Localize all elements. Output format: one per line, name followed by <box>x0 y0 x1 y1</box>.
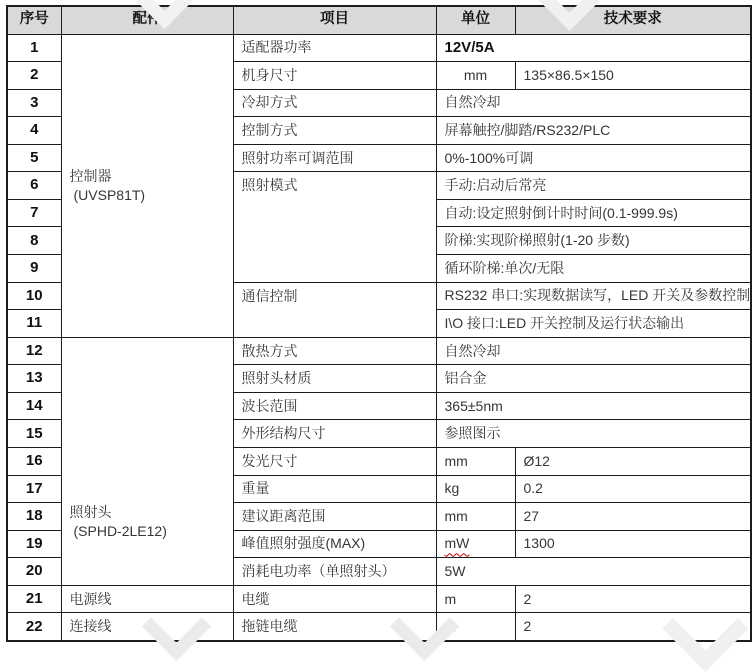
unit-cell: mm <box>436 503 515 531</box>
item-cell: 峰值照射强度(MAX) <box>233 530 436 558</box>
item-cell: 拖链电缆 <box>233 613 436 641</box>
value-cell: 365±5nm <box>436 392 751 420</box>
item-cell: 波长范围 <box>233 392 436 420</box>
item-cell-communication: 通信控制 <box>233 282 436 337</box>
row-number: 21 <box>7 585 61 613</box>
item-cell: 照射头材质 <box>233 365 436 393</box>
row-number: 16 <box>7 447 61 475</box>
item-cell-irradiation-mode: 照射模式 <box>233 172 436 282</box>
item-cell: 消耗电功率（单照射头） <box>233 558 436 586</box>
spec-table <box>6 5 752 642</box>
unit-cell: m <box>436 585 515 613</box>
value-cell: 27 <box>515 503 751 531</box>
part-model: (SPHD-2LE12) <box>73 522 167 539</box>
row-number: 1 <box>7 34 61 62</box>
value-cell: Ø12 <box>515 447 751 475</box>
value-cell: I\O 接口:LED 开关控制及运行状态输出 <box>436 310 751 338</box>
row-number: 11 <box>7 310 61 338</box>
value-cell: 0%-100%可调 <box>436 144 751 172</box>
value-cell: 2 <box>515 613 751 641</box>
row-number: 18 <box>7 503 61 531</box>
value-cell: 自然冷却 <box>436 89 751 117</box>
part-name: 控制器 <box>69 167 112 184</box>
row-number: 20 <box>7 558 61 586</box>
table-row <box>7 585 751 613</box>
part-cell-connect-cable: 连接线 <box>61 613 233 641</box>
unit-cell: m <box>436 613 515 641</box>
row-number: 9 <box>7 255 61 283</box>
table-row <box>7 337 751 365</box>
table-row <box>7 613 751 641</box>
item-cell: 外形结构尺寸 <box>233 420 436 448</box>
header-item: 项目 <box>233 6 436 34</box>
value-cell: RS232 串口:实现数据读写，LED 开关及参数控制 <box>436 282 751 310</box>
part-cell-head <box>61 337 233 585</box>
value-cell: 自动:设定照射倒计时时间(0.1-999.9s) <box>436 199 751 227</box>
row-number: 17 <box>7 475 61 503</box>
part-name: 照射头 <box>69 503 112 520</box>
row-number: 10 <box>7 282 61 310</box>
row-number: 6 <box>7 172 61 200</box>
row-number: 13 <box>7 365 61 393</box>
unit-cell-spellcheck <box>436 530 515 558</box>
value-cell: 手动:启动后常亮 <box>436 172 751 200</box>
value-cell: 铝合金 <box>436 365 751 393</box>
row-number: 7 <box>7 199 61 227</box>
item-cell: 控制方式 <box>233 117 436 145</box>
header-serial: 序号 <box>7 6 61 34</box>
value-cell: 循环阶梯:单次/无限 <box>436 255 751 283</box>
value-cell: 5W <box>436 558 751 586</box>
value-cell: 屏幕触控/脚踏/RS232/PLC <box>436 117 751 145</box>
row-number: 2 <box>7 62 61 90</box>
unit-cell: mm <box>436 62 515 90</box>
value-cell: 135×86.5×150 <box>515 62 751 90</box>
row-number: 15 <box>7 420 61 448</box>
part-model: (UVSP81T) <box>73 186 146 203</box>
unit-cell: kg <box>436 475 515 503</box>
item-cell: 适配器功率 <box>233 34 436 62</box>
unit-cell: mm <box>436 447 515 475</box>
row-number: 3 <box>7 89 61 117</box>
part-cell-power-cable: 电源线 <box>61 585 233 613</box>
value-cell: 自然冷却 <box>436 337 751 365</box>
item-cell: 照射功率可调范围 <box>233 144 436 172</box>
row-number: 5 <box>7 144 61 172</box>
item-cell: 电缆 <box>233 585 436 613</box>
item-cell: 散热方式 <box>233 337 436 365</box>
row-number: 14 <box>7 392 61 420</box>
item-cell: 机身尺寸 <box>233 62 436 90</box>
item-cell: 重量 <box>233 475 436 503</box>
item-cell: 冷却方式 <box>233 89 436 117</box>
item-cell: 发光尺寸 <box>233 447 436 475</box>
value-cell: 0.2 <box>515 475 751 503</box>
row-number: 19 <box>7 530 61 558</box>
row-number: 8 <box>7 227 61 255</box>
row-number: 4 <box>7 117 61 145</box>
item-cell: 建议距离范围 <box>233 503 436 531</box>
value-cell: 2 <box>515 585 751 613</box>
unit-text: mW <box>444 535 470 552</box>
header-row <box>7 6 751 34</box>
header-unit: 单位 <box>436 6 515 34</box>
value-cell: 1300 <box>515 530 751 558</box>
table-row <box>7 34 751 62</box>
value-cell: 12V/5A <box>436 34 751 62</box>
row-number: 22 <box>7 613 61 641</box>
row-number: 12 <box>7 337 61 365</box>
header-requirement: 技术要求 <box>515 6 751 34</box>
value-cell: 阶梯:实现阶梯照射(1-20 步数) <box>436 227 751 255</box>
value-cell: 参照图示 <box>436 420 751 448</box>
part-cell-controller <box>61 34 233 337</box>
header-part: 配件 <box>61 6 233 34</box>
